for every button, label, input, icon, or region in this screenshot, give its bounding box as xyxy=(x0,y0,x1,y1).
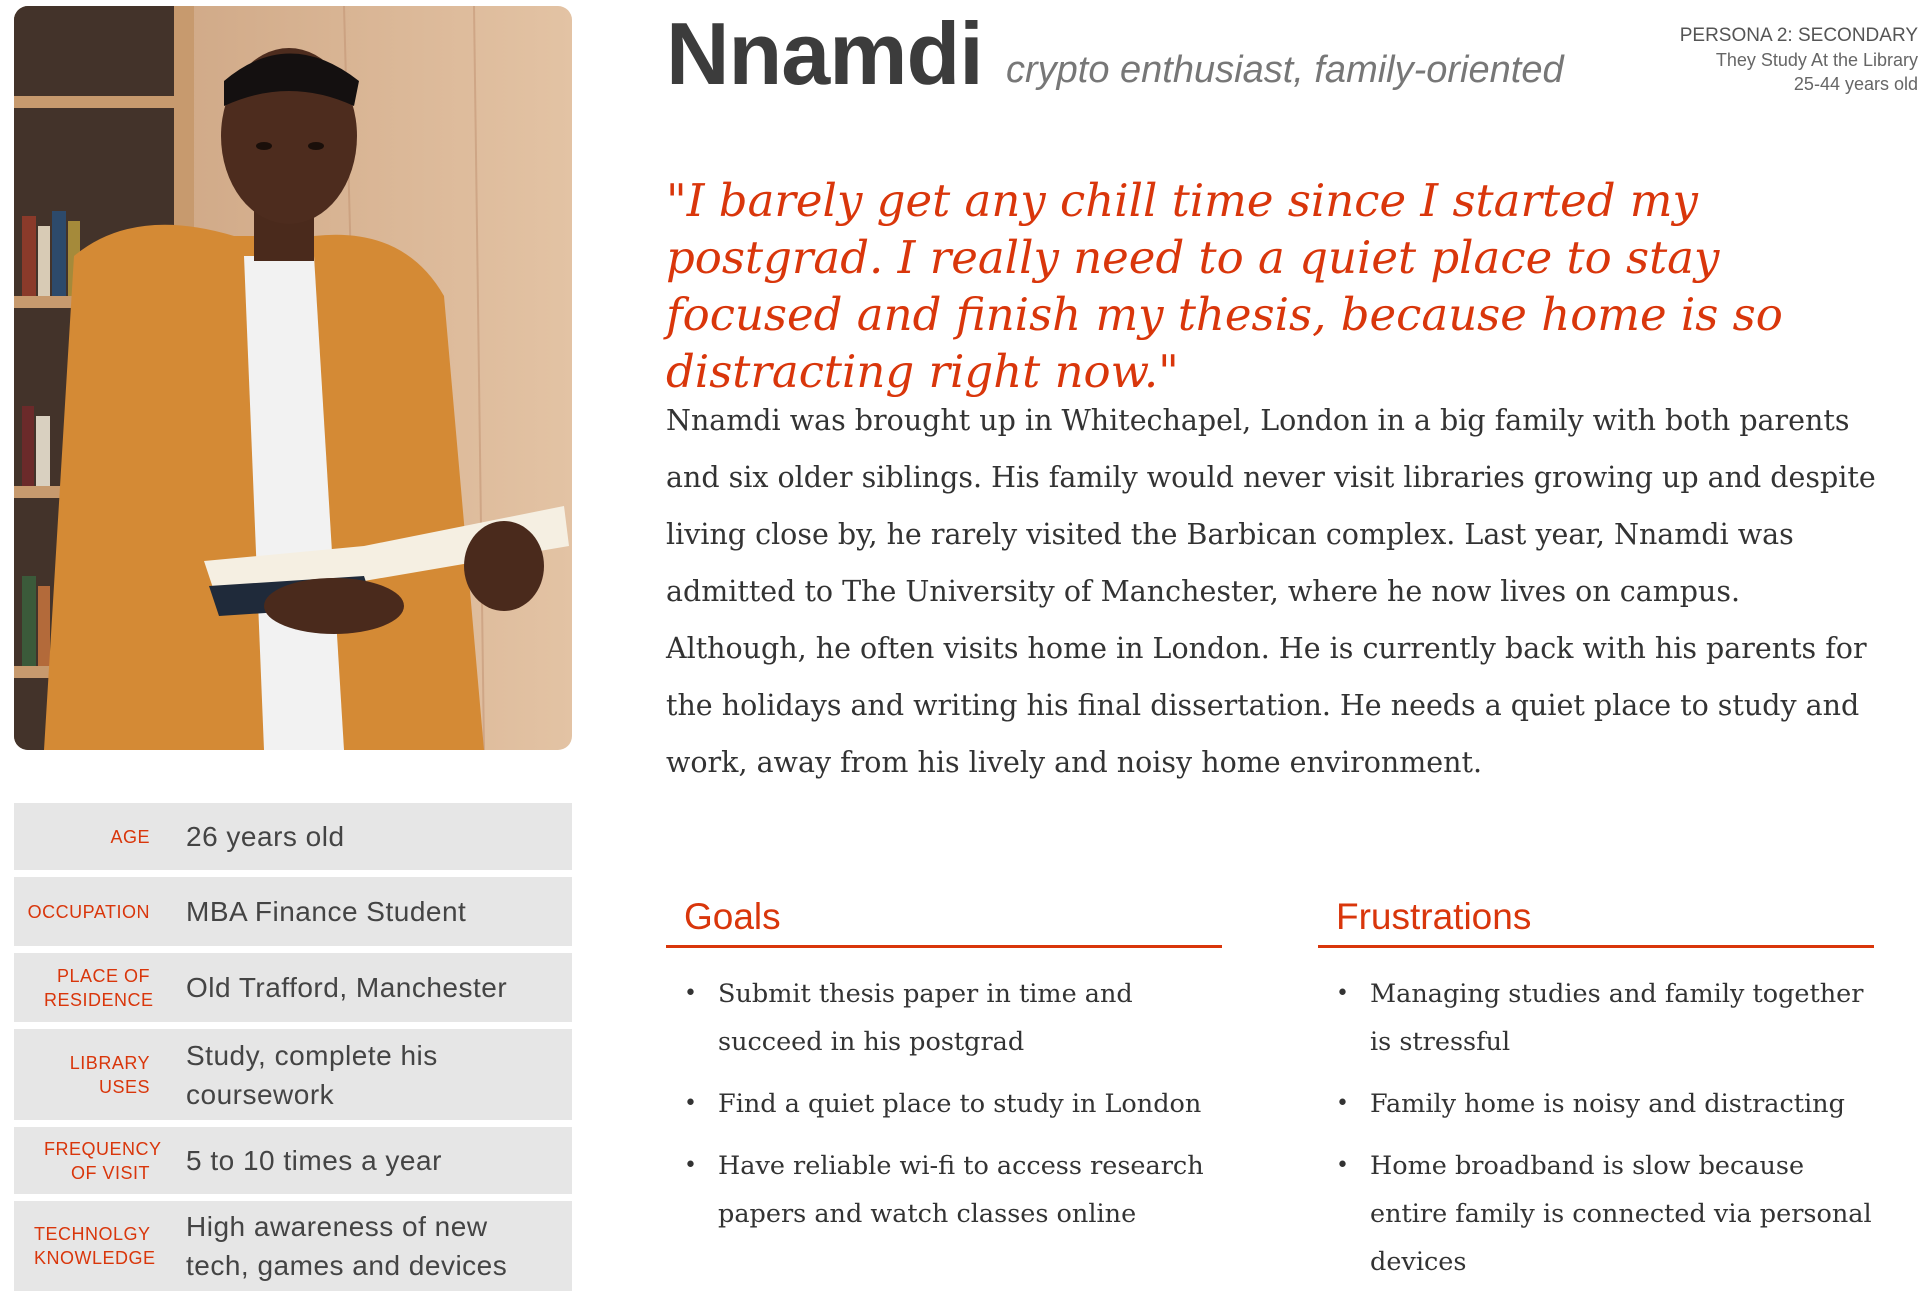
attribute-value: MBA Finance Student xyxy=(186,896,467,927)
attribute-value: Study, complete his coursework xyxy=(186,1039,438,1110)
goal-item xyxy=(666,1080,1222,1128)
persona-bio: Nnamdi was brought up in Whitechapel, London in a big family with both parents and six older siblings. His family would never visit libraries growing up and despite living close by, he rarely visited the Barbican complex. Last year, Nnamdi was admitted to The University of Manchester, where he now lives on campus. Although, he often visits home in London. He is currently back with his parents for the holidays and writing his final dissertation. He needs a quiet place to study and work, away from his lively and noisy home environment. xyxy=(666,404,1876,779)
attribute-value: 26 years old xyxy=(186,821,345,852)
frustration-text: Family home is noisy and distracting xyxy=(1370,1089,1845,1119)
goal-item xyxy=(666,970,1222,1066)
persona-name: Nnamdi xyxy=(666,4,983,103)
attribute-row-occupation xyxy=(14,877,572,946)
bullet-icon: • xyxy=(1336,1091,1349,1116)
frustration-text: Home broadband is slow because entire family is connected via personal devices xyxy=(1370,1151,1872,1277)
bullet-icon: • xyxy=(1336,981,1349,1006)
attribute-label: FREQUENCY OF VISIT xyxy=(44,1138,162,1183)
frustrations-list xyxy=(1318,970,1874,1286)
attribute-value: Old Trafford, Manchester xyxy=(186,972,508,1003)
attribute-label: PLACE OF RESIDENCE xyxy=(44,965,154,1010)
persona-meta xyxy=(1618,24,1918,96)
goal-item xyxy=(666,1142,1222,1238)
attribute-row-age xyxy=(14,803,572,870)
persona-group: They Study At the Library xyxy=(1715,50,1918,70)
frustration-item xyxy=(1318,1080,1874,1128)
bullet-icon: • xyxy=(684,1153,697,1178)
attribute-row-library-uses xyxy=(14,1029,572,1120)
attribute-row-technology xyxy=(14,1201,572,1291)
frustration-item xyxy=(1318,970,1874,1066)
attribute-row-residence xyxy=(14,953,572,1022)
frustrations-section xyxy=(1318,895,1874,1300)
frustration-item xyxy=(1318,1142,1874,1286)
bullet-icon: • xyxy=(1336,1153,1349,1178)
persona-quote: "I barely get any chill time since I started my postgrad. I really need to a quiet place to stay focused and finish my thesis, because home is so distracting right now." xyxy=(666,174,1783,398)
attribute-value: High awareness of new tech, games and devices xyxy=(186,1211,508,1281)
frustration-text: Managing studies and family together is stressful xyxy=(1370,979,1864,1057)
goal-text: Have reliable wi-fi to access research papers and watch classes online xyxy=(718,1151,1204,1229)
attribute-value: 5 to 10 times a year xyxy=(186,1145,442,1176)
persona-label: PERSONA 2: SECONDARY xyxy=(1679,25,1918,46)
bullet-icon: • xyxy=(684,1091,697,1116)
goals-title: Goals xyxy=(666,895,1222,948)
persona-tagline: crypto enthusiast, family-oriented xyxy=(1006,49,1564,91)
frustrations-title: Frustrations xyxy=(1318,895,1874,948)
attribute-label: OCCUPATION xyxy=(27,901,150,922)
goal-text: Find a quiet place to study in London xyxy=(718,1089,1202,1119)
persona-photo-illustration xyxy=(14,6,572,750)
attribute-label: AGE xyxy=(110,826,150,847)
attributes-table xyxy=(14,803,572,1298)
attribute-label: TECHNOLGY KNOWLEDGE xyxy=(34,1224,156,1268)
goals-section xyxy=(666,895,1222,1252)
attribute-label: LIBRARY USES xyxy=(69,1052,150,1097)
goals-list xyxy=(666,970,1222,1238)
persona-age-range: 25-44 years old xyxy=(1793,74,1918,94)
persona-photo xyxy=(14,6,572,750)
goal-text: Submit thesis paper in time and succeed in his postgrad xyxy=(718,979,1133,1057)
bullet-icon: • xyxy=(684,981,697,1006)
attribute-row-frequency xyxy=(14,1127,572,1194)
